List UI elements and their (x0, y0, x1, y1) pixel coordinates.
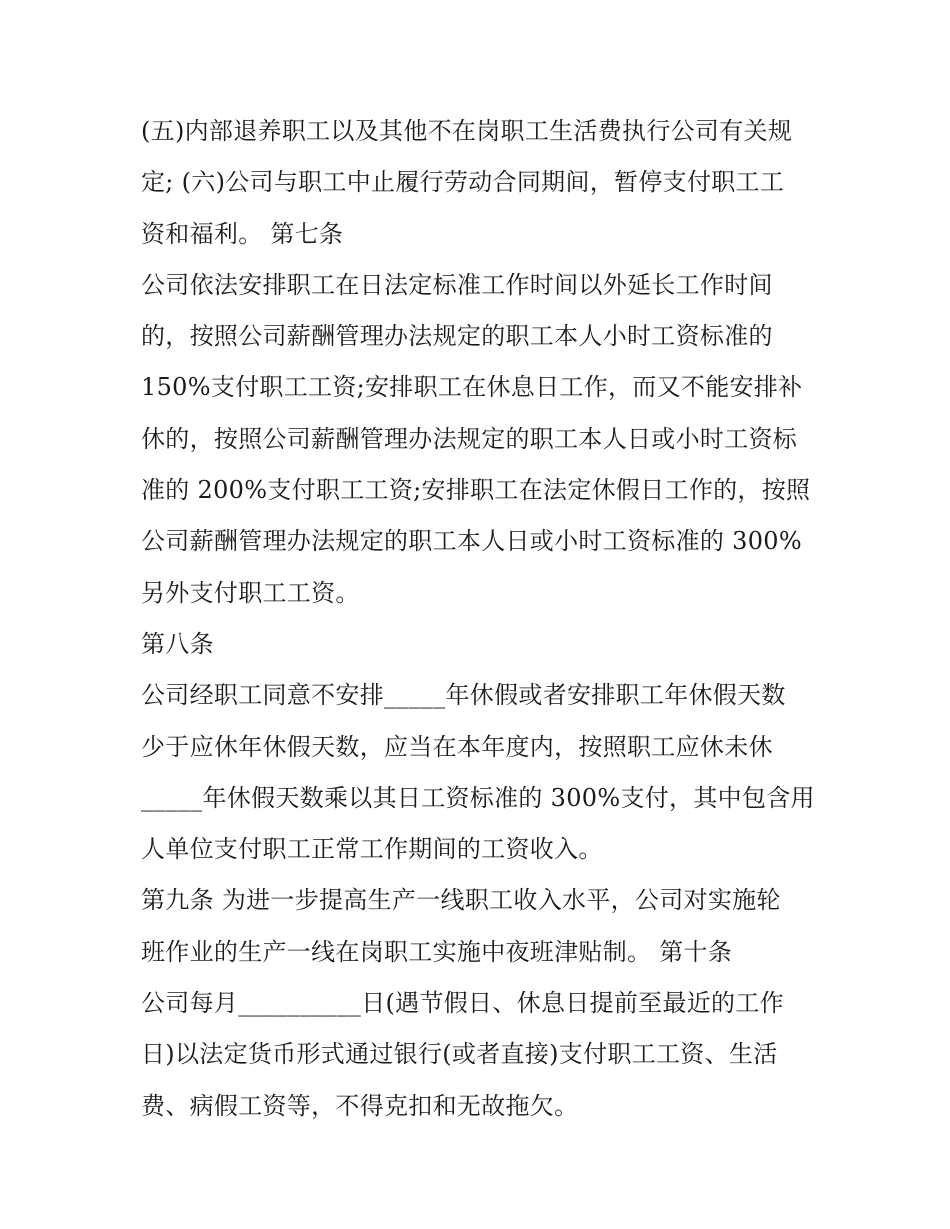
text-line: 定; (六)公司与职工中止履行劳动合同期间，暂停支付职工工 (141, 168, 785, 197)
text-line: 另外支付职工工资。 (141, 578, 360, 607)
text-line: 准的 200%支付职工工资;安排职工在法定休假日工作的，按照 (141, 476, 811, 505)
text-line: 公司薪酬管理办法规定的职工本人日或小时工资标准的 300% (141, 527, 802, 556)
text-line: 第八条 (141, 629, 214, 658)
text-line: 公司依法安排职工在日法定标准工作时间以外延长工作时间 (141, 270, 773, 299)
text-line: 班作业的生产一线在岗职工实施中夜班津贴制。 第十条 (141, 937, 733, 966)
text-line: 资和福利。 第七条 (141, 219, 344, 248)
text-line: 的，按照公司薪酬管理办法规定的职工本人小时工资标准的 (141, 322, 773, 351)
text-line: 少于应休年休假天数，应当在本年度内，按照职工应休未休 (141, 732, 773, 761)
text-line: 公司经职工同意不安排_____年休假或者安排职工年休假天数 (141, 681, 786, 710)
text-line: _____年休假天数乘以其日工资标准的 300%支付，其中包含用 (141, 783, 815, 812)
text-line: 日)以法定货币形式通过银行(或者直接)支付职工工资、生活 (141, 1040, 778, 1069)
document-body (141, 106, 821, 1132)
text-line: 第九条 为进一步提高生产一线职工收入水平，公司对实施轮 (141, 886, 781, 915)
text-line: 公司每月__________日(遇节假日、休息日提前至最近的工作 (141, 989, 784, 1018)
text-line: (五)内部退养职工以及其他不在岗职工生活费执行公司有关规 (141, 117, 793, 145)
text-line: 人单位支付职工正常工作期间的工资收入。 (141, 835, 603, 864)
text-line: 费、病假工资等，不得克扣和无故拖欠。 (141, 1091, 579, 1120)
text-line: 150%支付职工工资;安排职工在休息日工作，而又不能安排补 (141, 373, 803, 402)
text-line: 休的，按照公司薪酬管理办法规定的职工本人日或小时工资标 (141, 424, 798, 453)
